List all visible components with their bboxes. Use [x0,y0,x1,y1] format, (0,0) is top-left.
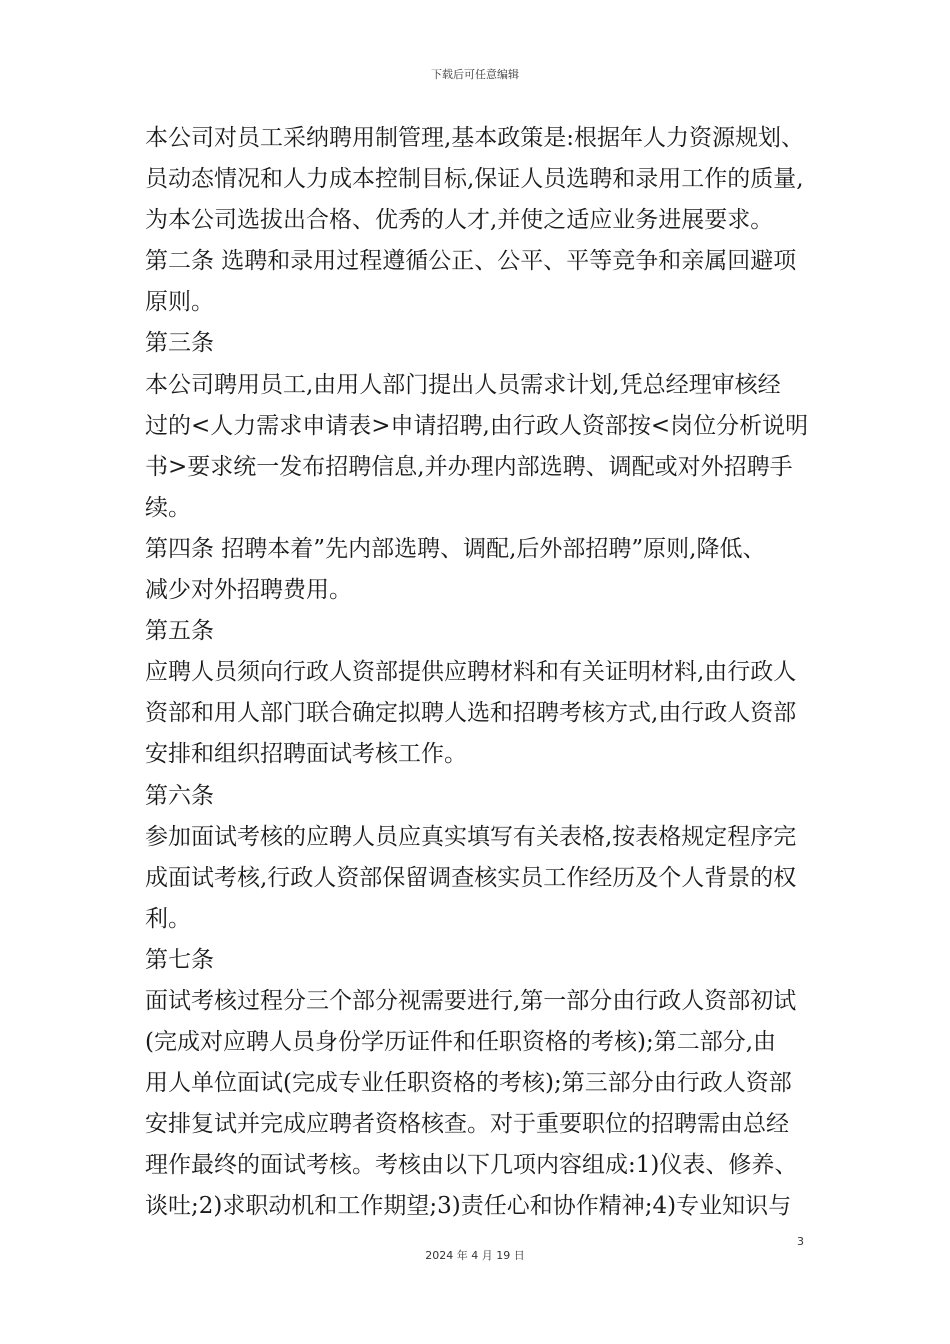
text-line: 资部和用人部门联合确定拟聘人选和招聘考核方式,由行政人资部 [145,700,797,727]
article-7-heading: 第七条 [145,946,214,973]
article-4-line: 第四条 招聘本着”先内部选聘、调配,后外部招聘”原则,降低、 [145,535,766,562]
text-line: 安排复试并完成应聘者资格核查。对于重要职位的招聘需由总经 [145,1111,789,1138]
article-2-line: 第二条 选聘和录用过程遵循公正、公平、平等竞争和亲属回避项 [145,248,797,275]
text-line: 成面试考核,行政人资部保留调查核实员工作经历及个人背景的权 [145,864,797,891]
text-line: 参加面试考核的应聘人员应真实填写有关表格,按表格规定程序完 [145,823,797,850]
text-line: 续。 [145,494,191,521]
text-line: 应聘人员须向行政人资部提供应聘材料和有关证明材料,由行政人 [145,659,797,686]
article-5-heading: 第五条 [145,618,214,645]
article-3-heading: 第三条 [145,330,214,357]
text-line: 谈吐;2)求职动机和工作期望;3)责任心和协作精神;4)专业知识与 [145,1193,792,1220]
text-line: 员动态情况和人力成本控制目标,保证人员选聘和录用工作的质量, [145,166,804,193]
text-line: (完成对应聘人员身份学历证件和任职资格的考核);第二部分,由 [145,1029,777,1056]
text-line: 理作最终的面试考核。考核由以下几项内容组成:1)仪表、修养、 [145,1152,798,1179]
article-6-heading: 第六条 [145,782,214,809]
text-line: 用人单位面试(完成专业任职资格的考核);第三部分由行政人资部 [145,1070,792,1097]
page-footer-date: 2024 年 4 月 19 日 [425,1249,525,1262]
text-line: 为本公司选拔出合格、优秀的人才,并使之适应业务进展要求。 [145,207,774,234]
text-line: 安排和组织招聘面试考核工作。 [145,741,467,768]
text-line: 减少对外招聘费用。 [145,577,352,604]
text-line: 书>要求统一发布招聘信息,并办理内部选聘、调配或对外招聘手 [145,453,793,480]
text-line: 面试考核过程分三个部分视需要进行,第一部分由行政人资部初试 [145,987,797,1014]
page-header: 下载后可任意编辑 [431,68,519,81]
text-line: 利。 [145,905,191,932]
page-number: 3 [797,1235,804,1248]
text-line: 本公司对员工采纳聘用制管理,基本政策是:根据年人力资源规划、 [145,125,805,151]
text-line: 本公司聘用员工,由用人部门提出人员需求计划,凭总经理审核经 [145,371,781,398]
text-line: 原则。 [145,289,214,316]
text-line: 过的<人力需求申请表>申请招聘,由行政人资部按<岗位分析说明 [145,412,809,439]
document-body [145,118,815,1228]
